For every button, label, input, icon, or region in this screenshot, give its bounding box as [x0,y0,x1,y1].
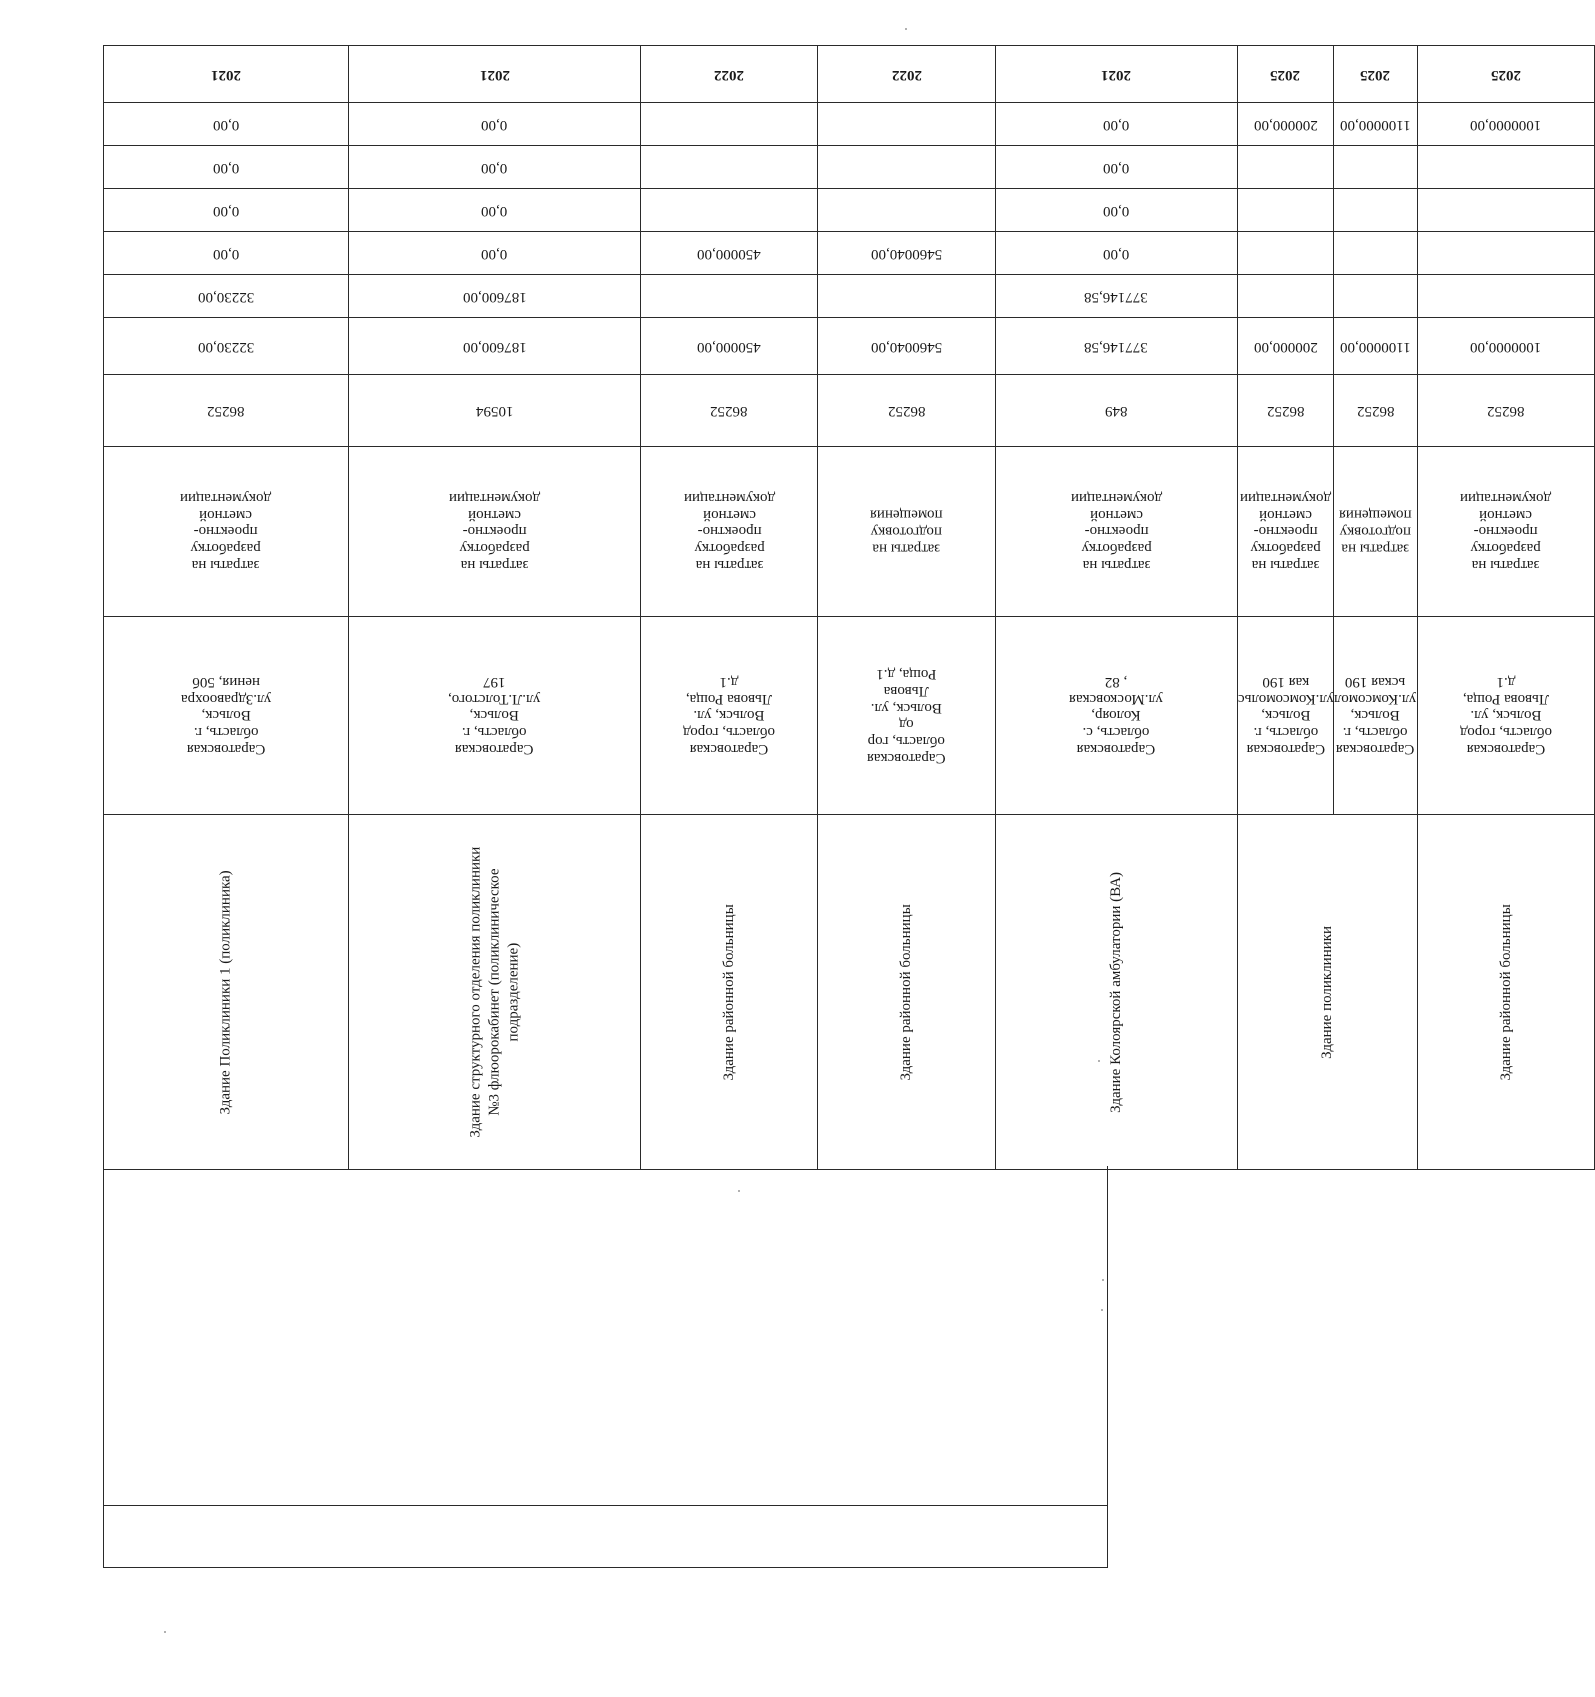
cell-value [1334,232,1417,275]
total-value: 187600,00 [462,338,527,355]
cell-address [995,617,1237,815]
code-value: 10594 [475,402,514,419]
cell-value [349,146,641,189]
year-value: 2021 [211,66,242,83]
text-line: Саратовская [455,741,534,758]
cell-amount [818,103,995,146]
text-line: Вольск, ул. [1470,707,1542,724]
text-line: нения, 50б [192,674,260,691]
cell-value [104,275,349,318]
lower-bottom-border [104,1567,1107,1568]
cell-building [641,815,818,1170]
cell-code [1417,375,1594,447]
text-line: область, г. [462,724,527,741]
cell-expense [818,447,995,617]
amount-value: 1100000,00 [1340,116,1411,133]
cell-address [641,617,818,815]
address-text [181,673,271,757]
address-text [683,673,775,757]
text-line: разработку [1250,540,1321,557]
cell-expense [1334,447,1417,617]
expense-text [1460,489,1551,573]
text-line: сметной [702,507,756,523]
expense-text [684,489,775,573]
text-line: подготовку [870,523,943,540]
text-line: ул.Московская [1069,691,1164,707]
scan-speck [1101,1309,1103,1311]
cell-code [349,375,641,447]
cell-value [995,232,1237,275]
text-line: документации [683,490,775,507]
cell-total [641,318,818,375]
text-line: Саратовская [1466,741,1545,758]
text-line: проектно- [462,523,527,540]
text-line: документации [1460,490,1552,507]
text-line: Здание Колоярской амбулатории (ВА) [1107,871,1124,1113]
cell-value [641,232,818,275]
year-value: 2025 [1490,66,1521,83]
value-text: 187600,00 [462,288,527,305]
total-value: 1100000,00 [1340,338,1411,355]
total-value: 1000000,00 [1470,338,1542,355]
cell-year [1334,46,1417,103]
text-line: проектно- [1084,523,1149,540]
cell-year [1237,46,1334,103]
cell-code [995,375,1237,447]
value-text: 377146,58 [1084,288,1149,305]
cell-year [104,46,349,103]
address-text [1460,673,1552,757]
lower-divider [104,1505,1107,1506]
text-line: проектно- [1253,523,1318,540]
building-text [1496,904,1515,1080]
text-line: область, г. [193,724,259,741]
cell-total [104,318,349,375]
code-value: 86252 [887,402,926,419]
address-text [1334,673,1416,757]
expense-text [1339,506,1412,556]
building-text [466,847,522,1138]
cell-value [104,146,349,189]
cell-value [818,275,995,318]
total-value: 5460040,00 [870,338,943,355]
scan-speck [1098,1060,1100,1062]
text-line: помещения [1339,507,1412,523]
text-line: Роща, д.1 [876,665,937,682]
row-total [104,318,1595,375]
text-line: разработку [190,540,262,557]
row-year [104,46,1595,103]
value-text: 0,00 [481,159,508,176]
row-address [104,617,1595,815]
cell-value [349,232,641,275]
cell-value [1334,146,1417,189]
text-line: затраты на [695,557,764,574]
text-line: область, с. [1082,724,1150,741]
value-text: 450000,00 [697,245,762,262]
value-text: 0,00 [481,202,508,219]
cell-code [818,375,995,447]
scan-speck [1102,1279,1104,1281]
cell-building [995,815,1237,1170]
cell-amount [995,103,1237,146]
text-line: затраты на [1471,557,1540,574]
cell-amount [349,103,641,146]
expense-text [870,506,943,556]
text-line: область, г. [1343,724,1408,741]
cell-value [349,189,641,232]
cell-total [349,318,641,375]
text-line: разработку [459,540,530,557]
text-line: ул.Л.Толстого, [448,691,541,707]
text-line: Львова [884,682,930,699]
text-line: Здание поликлиники [1318,925,1335,1059]
cell-value [1417,275,1594,318]
cell-code [641,375,818,447]
year-value: 2022 [891,66,922,83]
code-value: 86252 [207,402,245,419]
text-line: Здание структурного отделения поликлиники [467,846,484,1138]
cell-total [1237,318,1334,375]
cell-year [349,46,641,103]
text-line: Львова Роща, [686,691,773,707]
text-line: , 82 [1104,674,1128,691]
year-value: 2021 [1101,66,1132,83]
cell-expense [1417,447,1594,617]
text-line: Вольск, [1350,707,1401,724]
cell-value [1417,189,1594,232]
amount-value: 0,00 [212,116,240,133]
cell-value [1334,275,1417,318]
amount-value: 0,00 [1103,116,1130,133]
text-line: од [899,716,914,733]
cell-value [641,275,818,318]
text-line: Саратовская [1246,741,1325,758]
total-value: 32230,00 [197,338,255,355]
cell-building [104,815,349,1170]
cell-building [349,815,641,1170]
cell-building [1417,815,1594,1170]
text-line: д.1 [1496,674,1516,691]
cell-value [995,189,1237,232]
text-line: Саратовская [867,749,946,766]
code-value: 86252 [1486,402,1525,419]
row-code [104,375,1595,447]
value-text: 0,00 [212,202,240,219]
building-text [1318,926,1337,1059]
text-line: Саратовская [689,741,769,758]
cell-address [1237,617,1334,815]
text-line: помещения [870,507,943,523]
text-line: сметной [1089,507,1143,523]
cell-value [641,146,818,189]
cell-amount [1334,103,1417,146]
text-line: Колояр, [1091,707,1141,724]
text-line: область, город [683,724,776,741]
amount-value: 0,00 [481,116,508,133]
cell-value [1417,232,1594,275]
amount-value: 1000000,00 [1470,116,1542,133]
total-value: 450000,00 [697,338,762,355]
cell-year [995,46,1237,103]
cell-total [995,318,1237,375]
text-line: ьская 190 [1345,674,1406,691]
value-text: 32230,00 [197,288,255,305]
text-line: Вольск, ул. [870,699,943,716]
text-line: затраты на [1341,540,1410,557]
expense-text [1240,489,1331,573]
building-text [217,870,236,1114]
cell-address [818,617,995,815]
cell-expense [1237,447,1334,617]
text-line: Львова Роща, [1462,691,1549,707]
text-line: №3 флюорокабинет (поликлиническое [486,868,503,1116]
text-line: затраты на [460,557,529,574]
cell-year [1417,46,1594,103]
text-line: разработку [1081,540,1152,557]
row-value-3 [104,189,1595,232]
text-line: ул.Комсомольс [1237,691,1334,707]
cell-total [818,318,995,375]
text-line: Саратовская [186,741,266,758]
cell-expense [104,447,349,617]
text-line: подразделение) [504,942,521,1042]
cell-year [641,46,818,103]
cell-amount [1237,103,1334,146]
text-line: область, г. [1253,724,1318,741]
cell-year [818,46,995,103]
building-text [1107,872,1126,1113]
cell-value [818,189,995,232]
building-text [897,904,916,1080]
text-line: проектно- [194,523,259,540]
cell-value [1237,189,1334,232]
row-building [104,815,1595,1170]
cell-total [1334,318,1417,375]
address-text [1069,673,1163,757]
cell-value [104,189,349,232]
text-line: Саратовская [1076,741,1156,758]
text-line: Вольск, [1260,707,1311,724]
expense-text [449,489,540,573]
financing-table [103,45,1595,1170]
text-line: проектно- [1473,523,1538,540]
year-value: 2022 [714,66,745,83]
expense-text [1071,489,1162,573]
text-line: разработку [1470,540,1541,557]
code-value: 86252 [710,402,748,419]
cell-expense [641,447,818,617]
text-line: область, гор [867,732,946,749]
cell-amount [641,103,818,146]
text-line: ул.Комсомол [1334,691,1417,707]
cell-value [1237,275,1334,318]
cell-expense [349,447,641,617]
text-line: сметной [468,507,522,523]
value-text: 0,00 [212,245,240,262]
cell-value [104,232,349,275]
cell-building-merged [1237,815,1417,1170]
cell-value [1237,232,1334,275]
building-text [720,904,739,1080]
scan-speck [905,28,907,30]
row-value-2 [104,146,1595,189]
cell-value [995,275,1237,318]
cell-value [818,146,995,189]
text-line: затраты на [872,540,941,557]
cell-building [818,815,995,1170]
text-line: подготовку [1339,523,1412,540]
cell-value [641,189,818,232]
value-text: 0,00 [212,159,240,176]
year-value: 2021 [479,66,510,83]
code-value: 86252 [1356,402,1395,419]
text-line: сметной [199,507,253,523]
value-text: 0,00 [481,245,508,262]
text-line: кая 190 [1262,674,1309,691]
text-line: Здание районной больницы [898,903,915,1081]
text-line: ул.Здравоохра [180,691,272,707]
text-line: проектно- [697,523,762,540]
text-line: Здание районной больницы [1497,903,1514,1081]
text-line: 197 [483,674,506,691]
cell-amount [1417,103,1594,146]
scan-speck [164,1631,166,1633]
text-line: Саратовская [1336,741,1415,758]
cell-code [104,375,349,447]
code-value: 86252 [1266,402,1305,419]
text-line: документации [180,490,272,507]
text-line: разработку [694,540,765,557]
value-text: 0,00 [1103,159,1130,176]
text-line: документации [1239,490,1332,507]
cell-code [1334,375,1417,447]
row-expense [104,447,1595,617]
cell-value [1237,146,1334,189]
value-text: 0,00 [1103,245,1130,262]
cell-value [995,146,1237,189]
cell-address [104,617,349,815]
cell-address [1334,617,1417,815]
text-line: затраты на [192,557,260,574]
text-line: документации [448,490,541,507]
cell-code [1237,375,1334,447]
scan-speck [738,1190,740,1192]
amount-value: 200000,00 [1253,116,1318,133]
text-line: д.1 [719,674,739,691]
text-line: сметной [1479,507,1533,523]
text-line: Вольск, ул. [693,707,765,724]
text-line: Здание районной больницы [720,903,737,1081]
year-value: 2025 [1270,66,1301,83]
address-text [1238,673,1334,757]
cell-value [1417,146,1594,189]
row-amount [104,103,1595,146]
cell-value [349,275,641,318]
total-value: 200000,00 [1253,338,1318,355]
total-value: 377146,58 [1084,338,1149,355]
text-line: Вольск, [469,707,520,724]
year-value: 2025 [1360,66,1391,83]
address-text [448,673,540,757]
row-value-5 [104,275,1595,318]
text-line: затраты на [1082,557,1151,574]
value-text: 5460040,00 [870,245,943,262]
code-value: 849 [1104,402,1128,419]
cell-amount [104,103,349,146]
address-text [867,665,946,766]
value-text: 0,00 [1103,202,1130,219]
cell-total [1417,318,1594,375]
text-line: документации [1070,490,1162,507]
cell-address [349,617,641,815]
text-line: Вольск, [201,707,251,724]
expense-text [180,489,271,573]
cell-address [1417,617,1594,815]
lower-table-frame [103,1166,1108,1568]
row-value-4 [104,232,1595,275]
cell-expense [995,447,1237,617]
text-line: область, город [1459,724,1552,741]
text-line: Здание Поликлиники 1 (поликлиника) [217,869,234,1115]
text-line: сметной [1258,507,1312,523]
text-line: затраты на [1251,557,1320,574]
cell-value [1334,189,1417,232]
cell-value [818,232,995,275]
